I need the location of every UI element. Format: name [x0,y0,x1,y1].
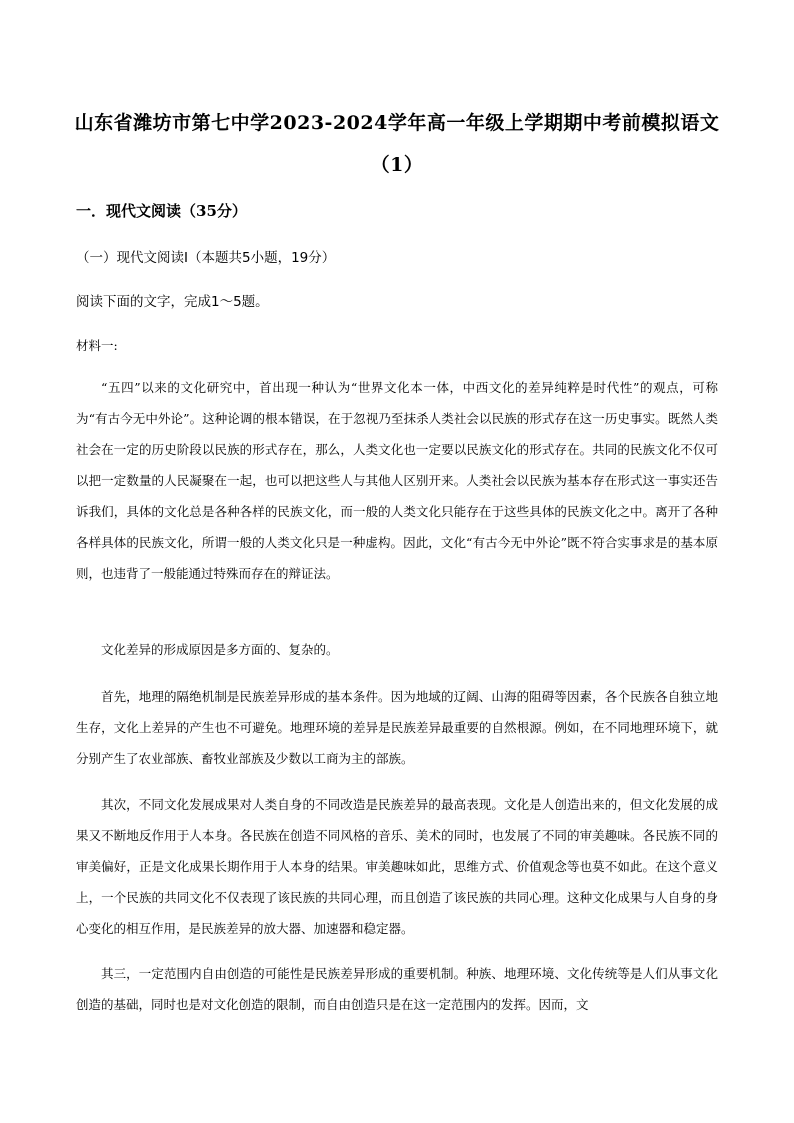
document-title-line1: 山东省潍坊市第七中学2023-2024学年高一年级上学期期中考前模拟语文 [74,112,720,134]
section-heading: 一．现代文阅读（35分） [76,202,247,220]
reading-instruction: 阅读下面的文字，完成1～5题。 [76,294,269,310]
material-label: 材料一: [76,338,118,353]
paragraph-4: 其次，不同文化发展成果对人类自身的不同改造是民族差异的最高表现。文化是人创造出来的，但文化发展的成果又不断地反作用于人本身。各民族在创造不同风格的音乐、美术的同时，也发展了不同的审美趣味。各民族不同的审美偏好，正是文化成果长期作用于人本身的结果。审美趣味如此，思维方式、价值观念等也莫不如此。在这个意义上，一个民族的共同文化不仅表现了该民族的共同心理，而且创造了该民族的共同心理。这种文化成果与人自身的身心变化的相互作用，是民族差异的放大器、加速器和稳定器。 [76,797,718,936]
paragraph-3: 首先，地理的隔绝机制是民族差异形成的基本条件。因为地域的辽阔、山海的阻碍等因素，各个民族各自独立地生存，文化上差异的产生也不可避免。地理环境的差异是民族差异最重要的自然根源。例如，在不同地理环境下，就分别产生了农业部族、畜牧业部族及少数以工商为主的部族。 [76,689,718,766]
subsection-heading: （一）现代文阅读Ⅰ（本题共5小题，19分） [76,250,336,266]
paragraph-1: “五四”以来的文化研究中，首出现一种认为“世界文化本一体，中西文化的差异纯粹是时代性”的观点，可称为“有古今无中外论”。这种论调的根本错误，在于忽视乃至抹杀人类社会以民族的形式存在这一历史事实。既然人类社会在一定的历史阶段以民族的形式存在，那么，人类文化也一定要以民族文化的形式存在。共同的民族文化不仅可以把一定数量的人民凝聚在一起，也可以把这些人与其他人区别开来。人类社会以民族为基本存在形式这一事实还告诉我们，具体的文化总是各种各样的民族文化，而一般的人类文化只能存在于这些具体的民族文化之中。离开了各种各样具体的民族文化，所谓一般的人类文化只是一种虚构。因此，文化“有古今无中外论”既不符合实事求是的基本原则，也违背了一般能通过特殊而存在的辩证法。 [76,380,718,581]
paragraph-2: 文化差异的形成原因是多方面的、复杂的。 [101,642,339,657]
paragraph-5: 其三，一定范围内自由创造的可能性是民族差异形成的重要机制。种族、地理环境、文化传统等是人们从事文化创造的基础，同时也是对文化创造的限制，而自由创造只是在这一定范围内的发挥。因而，文 [76,966,718,1012]
document-title-line2: （1） [370,154,424,176]
